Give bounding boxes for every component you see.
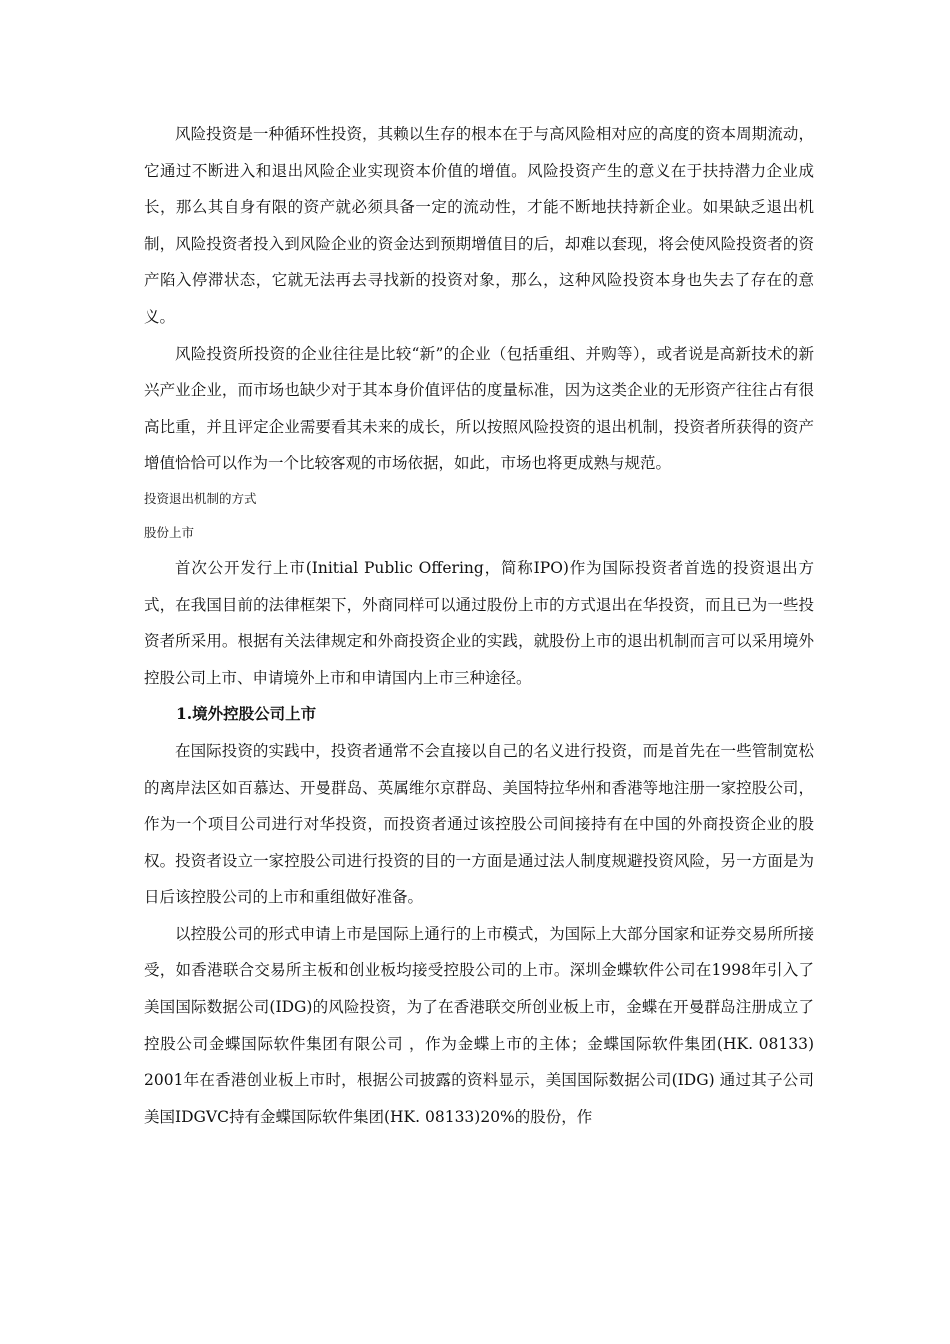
paragraph-venture-capital-cycle: 风险投资是一种循环性投资，其赖以生存的根本在于与高风险相对应的高度的资本周期流动，它通过不断进入和退出风险企业实现资本价值的增值。风险投资产生的意义在于扶持潜力企业成长，那么其自身有限的资产就必须具备一定的流动性，才能不断地扶持新企业。如果缺乏退出机制，风险投资者投入到风险企业的资金达到预期增值目的后，却难以套现，将会使风险投资者的资产陷入停滞状态，它就无法再去寻找新的投资对象，那么，这种风险投资本身也失去了存在的意义。 [144,125,814,326]
paragraph-offshore-holding-company: 在国际投资的实践中，投资者通常不会直接以自己的名义进行投资，而是首先在一些管制宽松的离岸法区如百慕达、开曼群岛、英属维尔京群岛、美国特拉华州和香港等地注册一家控股公司，作为一个项目公司进行对华投资，而投资者通过该控股公司间接持有在中国的外商投资企业的股权。投资者设立一家控股公司进行投资的目的一方面是通过法人制度规避投资风险，另一方面是为日后该控股公司的上市和重组做好准备。 [144,741,814,907]
paragraph-new-enterprise-valuation: 风险投资所投资的企业往往是比较“新”的企业（包括重组、并购等），或者说是高新技术的新兴产业企业，而市场也缺少对于其本身价值评估的度量标准，因为这类企业的无形资产往往占有很高比重，并且评定企业需要看其未来的成长，所以按照风险投资的退出机制，投资者所获得的资产增值恰恰可以作为一个比较客观的市场依据，如此，市场也将更成熟与规范。 [144,344,814,473]
heading-exit-methods: 投资退出机制的方式 [144,490,257,506]
heading-offshore-holding-listing: 1.境外控股公司上市 [176,704,317,724]
document-body [144,116,814,1135]
paragraph-kingdee-example: 以控股公司的形式申请上市是国际上通行的上市模式，为国际上大部分国家和证券交易所所接受，如香港联合交易所主板和创业板均接受控股公司的上市。深圳金蝶软件公司在1998年引入了美国国际数据公司(IDG)的风险投资，为了在香港联交所创业板上市，金蝶在开曼群岛注册成立了控股公司金蝶国际软件集团有限公司 ，作为金蝶上市的主体；金蝶国际软件集团(HK. 08133) 2001年在香港创业板上市时，根据公司披露的资料显示，美国国际数据公司(IDG) 通过其子公司美国IDGVC持有金蝶国际软件集团(HK. 08133)20%的股份，作 [144,924,814,1126]
heading-share-listing: 股份上市 [144,524,195,540]
paragraph-ipo: 首次公开发行上市(Initial Public Offering，简称IPO)作为国际投资者首选的投资退出方式，在我国目前的法律框架下，外商同样可以通过股份上市的方式退出在华投资，而且已为一些投资者所采用。根据有关法律规定和外商投资企业的实践，就股份上市的退出机制而言可以采用境外控股公司上市、申请境外上市和申请国内上市三种途径。 [144,558,814,687]
